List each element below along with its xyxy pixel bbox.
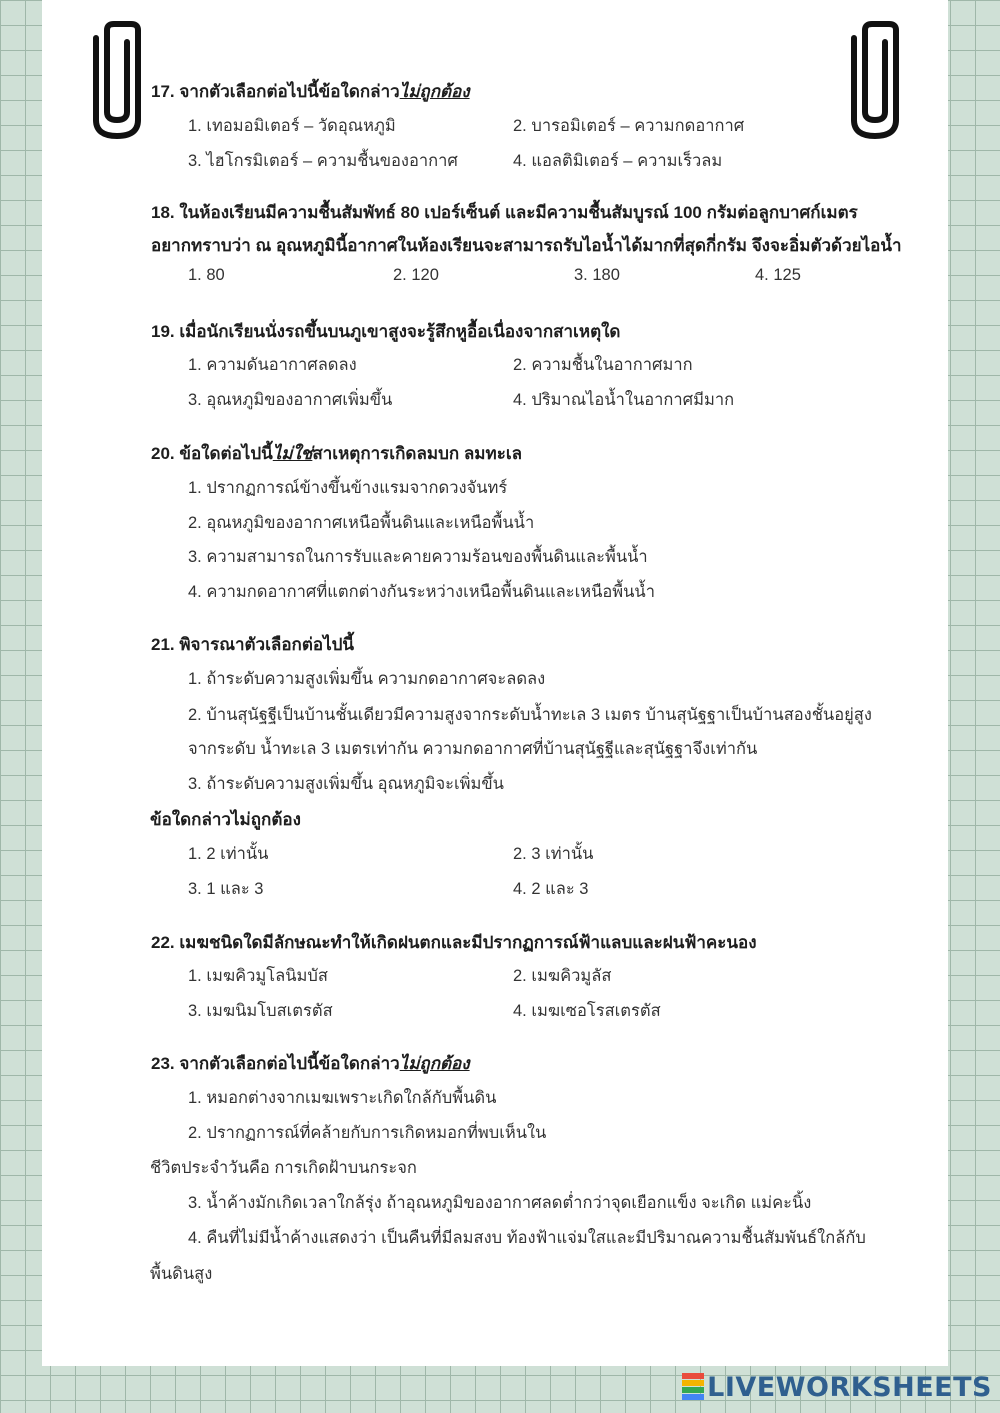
option[interactable]: 1. 2 เท่านั้น <box>188 845 269 863</box>
statement-continued: ชีวิตประจำวันคือ การเกิดฝ้าบนกระจก <box>150 1159 417 1177</box>
option[interactable]: 1. เมฆคิวมูโลนิมบัส <box>188 967 328 985</box>
liveworksheets-logo-icon <box>682 1373 704 1401</box>
emphasis-text: ไม่ถูกต้อง <box>399 82 470 101</box>
option[interactable]: 4. เมฆเซอโรสเตรตัส <box>513 1002 661 1020</box>
option[interactable]: 4. ปริมาณไอน้ำในอากาศมีมาก <box>513 391 735 409</box>
question-text: 20. ข้อใดต่อไปนี้ <box>151 444 273 463</box>
option[interactable]: 3. อุณหภูมิของอากาศเพิ่มขึ้น <box>188 391 393 409</box>
option[interactable]: 1. 80 <box>188 266 225 284</box>
option[interactable]: 2. บารอมิเตอร์ – ความกดอากาศ <box>513 117 745 135</box>
option[interactable]: 3. ความสามารถในการรับและคายความร้อนของพื้นดินและพื้นน้ำ <box>188 548 648 566</box>
emphasis-text: ไม่ใช่ <box>272 444 313 463</box>
question-title: 19. เมื่อนักเรียนนั่งรถขึ้นบนภูเขาสูงจะรู้สึกหูอื้อเนื่องจากสาเหตุใด <box>151 322 621 341</box>
statement: 3. ถ้าระดับความสูงเพิ่มขึ้น อุณหภูมิจะเพิ่มขึ้น <box>188 775 504 793</box>
question-text: สาเหตุการเกิดลมบก ลมทะเล <box>312 444 523 463</box>
question-title: 22. เมฆชนิดใดมีลักษณะทำให้เกิดฝนตกและมีปรากฏการณ์ฟ้าแลบและฝนฟ้าคะนอง <box>151 933 757 952</box>
paperclip-icon <box>88 20 146 142</box>
option[interactable]: 3. ไฮโกรมิเตอร์ – ความชื้นของอากาศ <box>188 152 458 170</box>
question-title <box>151 78 470 105</box>
option[interactable]: 2. 3 เท่านั้น <box>513 845 594 863</box>
question-title <box>151 1050 470 1077</box>
paperclip-icon <box>846 20 904 142</box>
option[interactable]: 4. 2 และ 3 <box>513 880 589 898</box>
option[interactable]: 1. ปรากฏการณ์ข้างขึ้นข้างแรมจากดวงจันทร์ <box>188 479 508 497</box>
question-text: 23. จากตัวเลือกต่อไปนี้ข้อใดกล่าว <box>151 1054 400 1073</box>
option[interactable]: 2. เมฆคิวมูลัส <box>513 967 612 985</box>
option[interactable]: 3. 1 และ 3 <box>188 880 264 898</box>
statement-continued: พื้นดินสูง <box>150 1265 213 1283</box>
option[interactable]: 4. 125 <box>755 266 801 284</box>
question-title: 21. พิจารณาตัวเลือกต่อไปนี้ <box>151 635 355 654</box>
liveworksheets-brand[interactable] <box>682 1367 992 1407</box>
statement: 2. ปรากฏการณ์ที่คล้ายกับการเกิดหมอกที่พบเห็นใน <box>188 1124 547 1142</box>
option[interactable]: 1. เทอมอมิเตอร์ – วัดอุณหภูมิ <box>188 117 396 135</box>
question-title-continued: อยากทราบว่า ณ อุณหภูมินี้อากาศในห้องเรียนจะสามารถรับไอน้ำได้มากที่สุดกี่กรัม จึงจะอิ่มตัวด้วยไอน้ำ <box>151 236 902 255</box>
emphasis-text: ไม่ถูกต้อง <box>399 1054 470 1073</box>
option[interactable]: 4. ความกดอากาศที่แตกต่างกันระหว่างเหนือพื้นดินและเหนือพื้นน้ำ <box>188 583 655 601</box>
option[interactable]: 2. อุณหภูมิของอากาศเหนือพื้นดินและเหนือพื้นน้ำ <box>188 514 535 532</box>
statement: 4. คืนที่ไม่มีน้ำค้างแสดงว่า เป็นคืนที่มีลมสงบ ท้องฟ้าแจ่มใสและมีปริมาณความชื้นสัมพันธ์ใกล้กับ <box>188 1229 866 1247</box>
worksheet-page <box>42 0 948 1366</box>
statement: 2. บ้านสุนัฐฐีเป็นบ้านชั้นเดียวมีความสูงจากระดับน้ำทะเล 3 เมตร บ้านสุนัฐฐาเป็นบ้านสองชั้นอยู่สูง <box>188 706 872 724</box>
question-title: 18. ในห้องเรียนมีความชื้นสัมพัทธ์ 80 เปอร์เซ็นต์ และมีความชื้นสัมบูรณ์ 100 กรัมต่อลูกบาศก์เมตร <box>151 203 858 222</box>
option[interactable]: 2. 120 <box>393 266 439 284</box>
statement-continued: จากระดับ น้ำทะเล 3 เมตรเท่ากัน ความกดอากาศที่บ้านสุนัฐฐีและสุนัฐฐาจึงเท่ากัน <box>188 740 758 758</box>
option[interactable]: 2. ความชื้นในอากาศมาก <box>513 356 693 374</box>
question-text: 17. จากตัวเลือกต่อไปนี้ข้อใดกล่าว <box>151 82 400 101</box>
option[interactable]: 3. เมฆนิมโบสเตรตัส <box>188 1002 333 1020</box>
statement: 3. น้ำค้างมักเกิดเวลาใกล้รุ่ง ถ้าอุณหภูมิของอากาศลดต่ำกว่าจุดเยือกแข็ง จะเกิด แม่คะนิ้ง <box>188 1194 812 1212</box>
brand-name: LIVEWORKSHEETS <box>707 1371 992 1403</box>
option[interactable]: 3. 180 <box>574 266 620 284</box>
question-title <box>151 440 522 467</box>
statement: 1. ถ้าระดับความสูงเพิ่มขึ้น ความกดอากาศจะลดลง <box>188 670 546 688</box>
option[interactable]: 1. ความดันอากาศลดลง <box>188 356 357 374</box>
question-ask: ข้อใดกล่าวไม่ถูกต้อง <box>150 810 301 829</box>
statement: 1. หมอกต่างจากเมฆเพราะเกิดใกล้กับพื้นดิน <box>188 1089 497 1107</box>
option[interactable]: 4. แอลติมิเตอร์ – ความเร็วลม <box>513 152 723 170</box>
